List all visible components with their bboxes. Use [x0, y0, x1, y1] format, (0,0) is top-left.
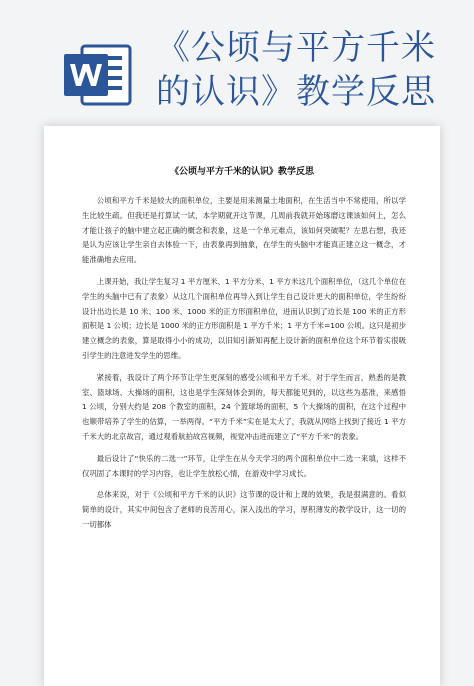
word-document-icon: [62, 40, 134, 110]
document-title: 《公顷与平方千米的认识》教学反思: [169, 167, 314, 177]
paragraph: 总体来说，对于《公顷和平方千米的认识》这节课的设计和上课的效果，我是很满意的。看似简单的设计，其实中间包含了老师的良苦用心，深入浅出的学习，厚积薄发的教学设计，这一切的一切都体: [82, 490, 406, 529]
document-body: [82, 194, 406, 540]
paragraph: 上课开始，我让学生复习 1 平方厘米、1 平方分米、1 平方米这几个面积单位，（这几个单位在学生的头脑中已有了表象）从这几个面积单位再导入到让学生自己设计更大的面积单位，学生纷纷设计出边长是 10 米、100 米、1000 米的正方形面积单位，进而认识到了边长是 100 米的正方形面积是 1 公顷；边长是 1000 米的正方形面积是 1 平方千米；1 平方千米=100 公顷。这只是初步建立概念的表象，算是取得小小的成功，以旧知引新知再配上设计新的面积单位这个环节着实很吸引学生的注意进发学生的思维。: [82, 276, 406, 360]
document-page: [44, 126, 440, 686]
paragraph: 最后设计了“快乐的二选一”环节，让学生在从今天学习的两个面积单位中二选一来填，这样不仅巩固了本课时的学习内容，也让学生放松心情，在游戏中学习成长。: [82, 453, 406, 478]
banner-title: 《公顷与平方千米的认识》教学反思: [156, 28, 436, 112]
paragraph: 公顷和平方千米是较大的面积单位，主要是用来测量土地面积，在生活当中不常使用，所以学生比较生疏。但我还是打算试一试，本学期就开这节课，几周前我就开始琢磨这课该如何上，怎么才能让孩子的脑中建立起正确的概念和表象，这是一个单元难点，该如何突破呢？左思右想，我还是认为应该让学生亲自去体验一下，由表象再到抽象，在学生的头脑中才能真正建立这一概念，才能准确地去应用。: [82, 196, 406, 265]
paragraph: 紧接着，我设计了两个环节让学生更深刻的感受公顷和平方千米。对于学生而言，熟悉的是教室、篮球场、大操场的面积，这也是学生深刻体会到的，每天都能见到的，以这些为基准，来感悟 1 公顷，分别大约是 208 个教室的面积，24 个篮球场的面积，5 个大操场的面积，在这个过程中也顺带培养了学生的估算，一举两得。“平方千米”实在是太大了，我就从网络上找到了接近 1 平方千米大的北京故宫，通过观看航拍故宫视频，视觉冲击进而建立了“平方千米”的表象。: [82, 372, 406, 441]
